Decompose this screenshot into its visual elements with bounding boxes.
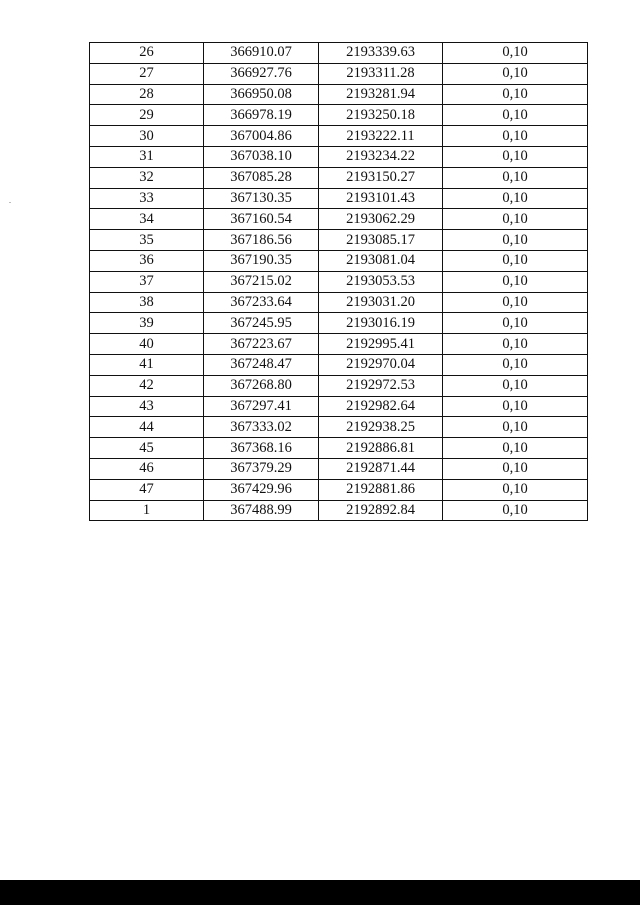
coordinates-table-body <box>90 43 588 521</box>
x-coordinate-cell: 367429.96 <box>204 479 319 500</box>
accuracy-cell: 0,10 <box>443 63 588 84</box>
x-coordinate-cell: 367233.64 <box>204 292 319 313</box>
accuracy-cell: 0,10 <box>443 292 588 313</box>
table-row <box>90 313 588 334</box>
point-number-cell: 30 <box>90 126 204 147</box>
scan-stray-mark <box>9 202 11 203</box>
table-row <box>90 458 588 479</box>
x-coordinate-cell: 367038.10 <box>204 146 319 167</box>
accuracy-cell: 0,10 <box>443 334 588 355</box>
point-number-cell: 28 <box>90 84 204 105</box>
accuracy-cell: 0,10 <box>443 396 588 417</box>
coordinates-table <box>89 42 588 521</box>
y-coordinate-cell: 2192871.44 <box>319 458 443 479</box>
accuracy-cell: 0,10 <box>443 458 588 479</box>
accuracy-cell: 0,10 <box>443 271 588 292</box>
accuracy-cell: 0,10 <box>443 105 588 126</box>
accuracy-cell: 0,10 <box>443 230 588 251</box>
accuracy-cell: 0,10 <box>443 250 588 271</box>
table-row <box>90 250 588 271</box>
x-coordinate-cell: 366978.19 <box>204 105 319 126</box>
point-number-cell: 41 <box>90 354 204 375</box>
x-coordinate-cell: 367186.56 <box>204 230 319 251</box>
point-number-cell: 46 <box>90 458 204 479</box>
accuracy-cell: 0,10 <box>443 438 588 459</box>
accuracy-cell: 0,10 <box>443 479 588 500</box>
table-row <box>90 354 588 375</box>
accuracy-cell: 0,10 <box>443 188 588 209</box>
point-number-cell: 31 <box>90 146 204 167</box>
table-row <box>90 43 588 64</box>
point-number-cell: 38 <box>90 292 204 313</box>
accuracy-cell: 0,10 <box>443 354 588 375</box>
x-coordinate-cell: 367368.16 <box>204 438 319 459</box>
x-coordinate-cell: 367488.99 <box>204 500 319 521</box>
table-row <box>90 438 588 459</box>
point-number-cell: 43 <box>90 396 204 417</box>
table-row <box>90 105 588 126</box>
accuracy-cell: 0,10 <box>443 375 588 396</box>
x-coordinate-cell: 367085.28 <box>204 167 319 188</box>
table-row <box>90 230 588 251</box>
y-coordinate-cell: 2193031.20 <box>319 292 443 313</box>
point-number-cell: 40 <box>90 334 204 355</box>
x-coordinate-cell: 367379.29 <box>204 458 319 479</box>
x-coordinate-cell: 367130.35 <box>204 188 319 209</box>
y-coordinate-cell: 2192892.84 <box>319 500 443 521</box>
y-coordinate-cell: 2192970.04 <box>319 354 443 375</box>
y-coordinate-cell: 2193250.18 <box>319 105 443 126</box>
table-row <box>90 417 588 438</box>
table-row <box>90 167 588 188</box>
accuracy-cell: 0,10 <box>443 209 588 230</box>
y-coordinate-cell: 2193016.19 <box>319 313 443 334</box>
x-coordinate-cell: 367160.54 <box>204 209 319 230</box>
table-row <box>90 479 588 500</box>
x-coordinate-cell: 367333.02 <box>204 417 319 438</box>
point-number-cell: 37 <box>90 271 204 292</box>
y-coordinate-cell: 2192938.25 <box>319 417 443 438</box>
table-row <box>90 146 588 167</box>
accuracy-cell: 0,10 <box>443 84 588 105</box>
table-row <box>90 188 588 209</box>
x-coordinate-cell: 367190.35 <box>204 250 319 271</box>
y-coordinate-cell: 2193081.04 <box>319 250 443 271</box>
point-number-cell: 36 <box>90 250 204 271</box>
point-number-cell: 26 <box>90 43 204 64</box>
accuracy-cell: 0,10 <box>443 313 588 334</box>
x-coordinate-cell: 366927.76 <box>204 63 319 84</box>
point-number-cell: 33 <box>90 188 204 209</box>
accuracy-cell: 0,10 <box>443 43 588 64</box>
accuracy-cell: 0,10 <box>443 167 588 188</box>
y-coordinate-cell: 2193101.43 <box>319 188 443 209</box>
y-coordinate-cell: 2193053.53 <box>319 271 443 292</box>
point-number-cell: 27 <box>90 63 204 84</box>
y-coordinate-cell: 2193062.29 <box>319 209 443 230</box>
y-coordinate-cell: 2193234.22 <box>319 146 443 167</box>
x-coordinate-cell: 367245.95 <box>204 313 319 334</box>
x-coordinate-cell: 367248.47 <box>204 354 319 375</box>
table-row <box>90 84 588 105</box>
accuracy-cell: 0,10 <box>443 146 588 167</box>
point-number-cell: 39 <box>90 313 204 334</box>
y-coordinate-cell: 2192881.86 <box>319 479 443 500</box>
point-number-cell: 34 <box>90 209 204 230</box>
y-coordinate-cell: 2193222.11 <box>319 126 443 147</box>
y-coordinate-cell: 2193339.63 <box>319 43 443 64</box>
accuracy-cell: 0,10 <box>443 500 588 521</box>
table-row <box>90 500 588 521</box>
point-number-cell: 35 <box>90 230 204 251</box>
accuracy-cell: 0,10 <box>443 126 588 147</box>
x-coordinate-cell: 366910.07 <box>204 43 319 64</box>
y-coordinate-cell: 2192995.41 <box>319 334 443 355</box>
x-coordinate-cell: 367215.02 <box>204 271 319 292</box>
point-number-cell: 44 <box>90 417 204 438</box>
accuracy-cell: 0,10 <box>443 417 588 438</box>
x-coordinate-cell: 367004.86 <box>204 126 319 147</box>
point-number-cell: 1 <box>90 500 204 521</box>
table-row <box>90 209 588 230</box>
table-row <box>90 396 588 417</box>
table-row <box>90 292 588 313</box>
y-coordinate-cell: 2192886.81 <box>319 438 443 459</box>
point-number-cell: 32 <box>90 167 204 188</box>
y-coordinate-cell: 2192982.64 <box>319 396 443 417</box>
table-row <box>90 126 588 147</box>
y-coordinate-cell: 2193150.27 <box>319 167 443 188</box>
point-number-cell: 42 <box>90 375 204 396</box>
x-coordinate-cell: 367223.67 <box>204 334 319 355</box>
y-coordinate-cell: 2193085.17 <box>319 230 443 251</box>
y-coordinate-cell: 2193281.94 <box>319 84 443 105</box>
x-coordinate-cell: 367268.80 <box>204 375 319 396</box>
y-coordinate-cell: 2193311.28 <box>319 63 443 84</box>
point-number-cell: 29 <box>90 105 204 126</box>
x-coordinate-cell: 366950.08 <box>204 84 319 105</box>
x-coordinate-cell: 367297.41 <box>204 396 319 417</box>
scan-bottom-edge <box>0 880 640 905</box>
table-row <box>90 334 588 355</box>
table-row <box>90 271 588 292</box>
y-coordinate-cell: 2192972.53 <box>319 375 443 396</box>
point-number-cell: 45 <box>90 438 204 459</box>
table-row <box>90 63 588 84</box>
point-number-cell: 47 <box>90 479 204 500</box>
table-row <box>90 375 588 396</box>
